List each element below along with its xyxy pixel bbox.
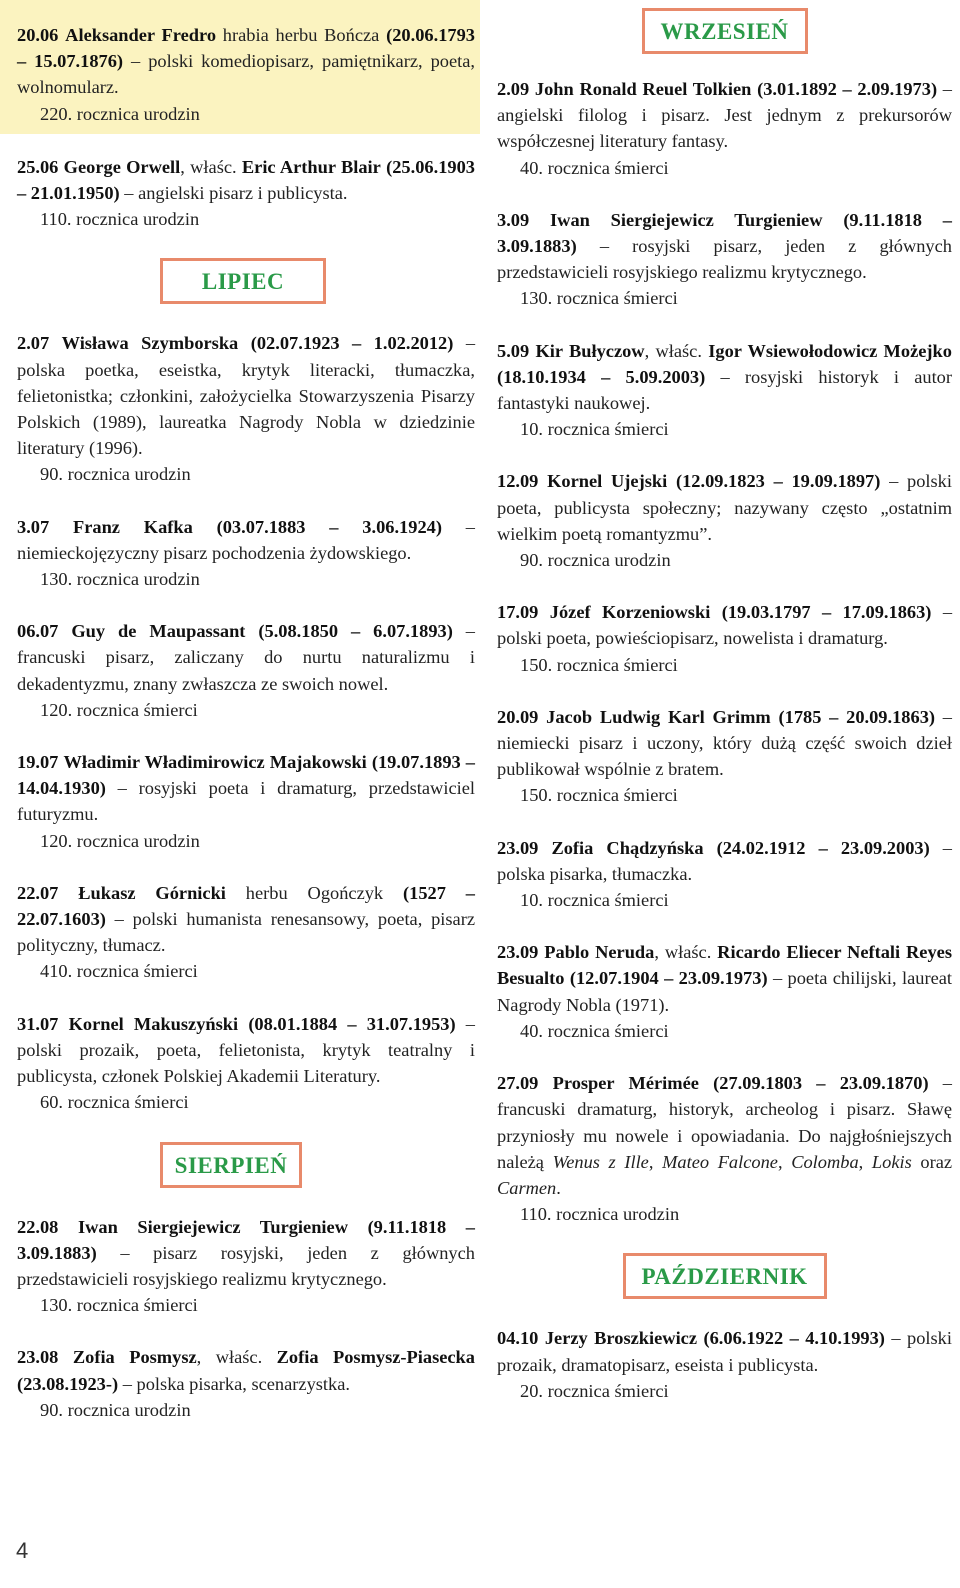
entry-name: John Ronald Reuel Tolkien	[534, 79, 752, 99]
entry-rest: , właśc.	[644, 340, 709, 361]
entry-date: 23.08	[17, 1347, 59, 1368]
left-column	[0, 0, 480, 1449]
entry-anniversary: 20. rocznica śmierci	[520, 1380, 669, 1401]
entry-name: Łukasz Górnicki	[78, 882, 226, 903]
entry-dates: (19.03.1797 – 17.09.1863)	[721, 602, 932, 623]
entry-date: 12.09	[497, 471, 539, 492]
entry-desc: – polski humanista renesansowy, poeta, pisarz polityczny, tłumacz.	[17, 909, 475, 956]
entry-date: 27.09	[497, 1073, 539, 1094]
entry-desc: – poeta chilijski, laureat Nagrody Nobla (1971).	[497, 968, 953, 1015]
entry-date: 06.07	[17, 621, 59, 642]
entry-anniversary: 40. rocznica śmierci	[520, 157, 669, 178]
separator: .	[556, 1177, 561, 1198]
entry-name: Iwan Siergiejewicz Turgieniew	[77, 1216, 348, 1237]
separator: ,	[777, 1151, 792, 1172]
entry-name: Guy de Maupassant	[71, 621, 246, 642]
entry-dates: (9.11.1818 – 3.09.1883)	[17, 1216, 475, 1263]
entry-desc: – niemieckojęzyczny pisarz pochodzenia żydowskiego.	[17, 516, 475, 563]
entry-anniversary: 110. rocznica urodzin	[520, 1204, 680, 1225]
entry-dates: (1527 – 22.07.1603)	[17, 882, 475, 930]
entry-date: 17.09	[497, 602, 539, 623]
separator: ,	[648, 1151, 663, 1172]
entry-anniversary: 10. rocznica śmierci	[520, 419, 669, 440]
entry-name: Franz Kafka	[72, 516, 193, 537]
entry-desc: – polska pisarka, tłumaczka.	[497, 837, 952, 884]
entry-date: 2.07	[17, 333, 50, 354]
entry-name: Jacob Ludwig Karl Grimm	[546, 706, 771, 727]
entry-desc: – niemiecki pisarz i uczony, który dużą część swoich dzieł publikował wspólnie z bratem.	[497, 706, 952, 780]
entry-anniversary: 40. rocznica śmierci	[520, 1020, 669, 1041]
entry-desc: – pisarz rosyjski, jeden z głównych przedstawicieli rosyjskiego realizmu krytycznego.	[17, 1242, 475, 1289]
month-header-august: SIERPIEŃ	[160, 1142, 302, 1188]
work-title: Colomba	[791, 1151, 859, 1172]
entry-dates: (24.02.1912 – 23.09.2003)	[716, 837, 930, 858]
entry-name: Aleksander Fredro	[65, 25, 217, 45]
entry-desc: – polski komediopisarz, pamiętnikarz, poeta, wolnomularz.	[17, 51, 475, 98]
entry-broszkiewicz	[497, 1325, 952, 1404]
entry-kafka	[0, 514, 480, 593]
entry-rest: hrabia herbu Bończa	[216, 25, 380, 45]
entry-name: Iwan Siergiejewicz Turgieniew	[550, 209, 823, 230]
entry-desc: – francuski pisarz, zaliczany do nurtu naturalizmu i dekadentyzmu, znany zwłaszcza ze swoich nowel.	[17, 621, 475, 694]
entry-desc: – polski poeta, powieściopisarz, nowelista i dramaturg.	[497, 602, 953, 649]
entry-name: Zofia Posmysz	[72, 1347, 197, 1368]
entry-rest: , właśc.	[196, 1347, 277, 1368]
entry-anniversary: 120. rocznica śmierci	[40, 699, 198, 720]
entry-name-real: Igor Wsiewołodowicz Możejko	[708, 340, 952, 361]
entry-date: 22.07	[17, 882, 59, 903]
entry-dates: (9.11.1818 – 3.09.1883)	[497, 209, 952, 257]
entry-date: 19.07	[17, 752, 59, 773]
entry-name: Prosper Mérimée	[552, 1073, 699, 1094]
entry-neruda	[497, 939, 952, 1044]
entry-grimm	[497, 704, 952, 809]
work-title: Mateo Falcone	[662, 1151, 778, 1172]
entry-name: Wisława Szymborska	[61, 333, 239, 354]
entry-dates: (25.06.1903 – 21.01.1950)	[17, 156, 475, 204]
entry-desc: – angielski pisarz i publicysta.	[119, 183, 348, 204]
entry-desc: – rosyjski pisarz, jeden z głównych przedstawicieli rosyjskiego realizmu krytycznego.	[497, 236, 952, 283]
entry-majakowski	[0, 749, 480, 854]
entry-dates: (08.01.1884 – 31.07.1953)	[248, 1013, 456, 1034]
entry-date: 3.07	[17, 516, 50, 537]
entry-date: 2.09	[497, 79, 530, 99]
entry-name-real: Ricardo Eliecer Neftali Reyes Besualto	[497, 942, 952, 989]
entry-anniversary: 110. rocznica urodzin	[40, 209, 200, 230]
entry-dates: (6.06.1922 – 4.10.1993)	[703, 1328, 885, 1349]
entry-date: 5.09	[497, 340, 530, 361]
entry-dates: (19.07.1893 – 14.04.1930)	[17, 752, 475, 799]
entry-dates: (5.08.1850 – 6.07.1893)	[258, 621, 453, 642]
entry-szymborska	[0, 330, 480, 487]
entry-date: 25.06	[17, 156, 59, 177]
entry-name: Kir Bułyczow	[535, 340, 645, 361]
entry-desc: – polski poeta, publicysta społeczny; nazywany często „ostatnim wielkim poetą romantyzmu”.	[497, 471, 952, 544]
entry-name: Władimir Władimirowicz Majakowski	[63, 752, 367, 773]
entry-turgieniew-sep	[497, 207, 952, 312]
entry-date: 20.09	[497, 706, 539, 727]
month-header-september: WRZESIEŃ	[642, 8, 808, 54]
entry-date: 31.07	[17, 1013, 59, 1034]
entry-anniversary: 90. rocznica urodzin	[40, 464, 191, 485]
entry-desc: – angielski filolog i pisarz. Jest jednym z prekursorów współczesnej literatury fantasy.	[497, 79, 952, 152]
entry-makuszynski	[0, 1011, 480, 1116]
entry-gornicki	[0, 880, 480, 985]
entry-anniversary: 10. rocznica śmierci	[520, 890, 669, 911]
entry-name: Kornel Ujejski	[547, 471, 668, 492]
entry-anniversary: 90. rocznica urodzin	[40, 1399, 191, 1420]
entry-dates: (12.07.1904 – 23.09.1973)	[569, 968, 768, 989]
entry-desc: – polska pisarka, scenarzystka.	[118, 1373, 350, 1394]
entry-desc: – polski prozaik, poeta, felietonista, krytyk teatralny i publicysta, członek Polskiej Akademii Literatury.	[17, 1013, 475, 1087]
month-header-july: LIPIEC	[160, 258, 326, 304]
entry-anniversary: 220. rocznica urodzin	[40, 103, 200, 124]
entry-anniversary: 150. rocznica śmierci	[520, 654, 678, 675]
work-title: Wenus z Ille	[552, 1151, 649, 1172]
entry-name-real: Eric Arthur Blair	[241, 156, 381, 177]
entry-maupassant	[0, 618, 480, 723]
work-title: Lokis	[871, 1151, 912, 1172]
entry-name: Kornel Makuszyński	[68, 1013, 239, 1034]
entry-anniversary: 130. rocznica śmierci	[520, 288, 678, 309]
entry-date: 22.08	[17, 1216, 59, 1237]
entry-rest: , właśc.	[180, 156, 242, 177]
entry-anniversary: 130. rocznica urodzin	[40, 569, 200, 590]
entry-turgieniew-aug	[0, 1214, 480, 1319]
entry-name: Józef Korzeniowski	[549, 602, 711, 623]
entry-name: Zofia Chądzyńska	[551, 837, 704, 858]
entry-dates: (20.06.1793 – 15.07.1876)	[17, 25, 475, 72]
entry-desc: – polska poetka, eseistka, krytyk literacki, tłumaczka, felietonistka; członkini, założycielka Stowarzyszenia Pisarzy Polskich (1989), laureatka Nagrody Nobla w dziedzinie literatury (1996).	[17, 333, 476, 459]
entry-anniversary: 410. rocznica śmierci	[40, 961, 198, 982]
right-column	[497, 0, 952, 1430]
entry-fredro	[0, 0, 480, 134]
entry-name: George Orwell	[63, 156, 181, 177]
entry-bulyczow	[497, 338, 952, 443]
entry-anniversary: 130. rocznica śmierci	[40, 1295, 198, 1316]
entry-merimee	[497, 1070, 952, 1227]
work-title: Carmen	[497, 1177, 557, 1198]
entry-chadzynska	[497, 835, 952, 914]
entry-dates: (3.01.1892 – 2.09.1973)	[757, 79, 938, 99]
entry-date: 23.09	[497, 837, 539, 858]
entry-name: Pablo Neruda	[544, 942, 655, 963]
entry-rest: herbu Ogończyk	[225, 882, 404, 903]
entry-dates: (12.09.1823 – 19.09.1897)	[675, 471, 881, 492]
month-header-october: PAŹDZIERNIK	[623, 1253, 827, 1299]
separator: oraz	[911, 1151, 953, 1172]
entry-posmysz	[0, 1344, 480, 1423]
entry-name: Jerzy Broszkiewicz	[544, 1328, 697, 1349]
entry-date: 3.09	[497, 209, 530, 230]
entry-dates: (03.07.1883 – 3.06.1924)	[216, 516, 442, 537]
entry-anniversary: 120. rocznica urodzin	[40, 830, 200, 851]
entry-dates: (18.10.1934 – 5.09.2003)	[497, 366, 706, 387]
entry-dates: (1785 – 20.09.1863)	[778, 706, 936, 727]
entry-dates: (02.07.1923 – 1.02.2012)	[250, 333, 454, 354]
entry-date: 20.06	[17, 25, 59, 45]
entry-tolkien	[497, 76, 952, 181]
entry-ujejski	[497, 468, 952, 573]
entry-korzeniowski	[497, 599, 952, 678]
entry-orwell	[0, 154, 480, 233]
entry-dates: (27.09.1803 – 23.09.1870)	[713, 1073, 929, 1094]
entry-dates: (23.08.1923-)	[17, 1373, 119, 1394]
entry-name-real: Zofia Posmysz-Piasecka	[276, 1347, 475, 1368]
entry-desc: – rosyjski poeta i dramaturg, przedstawiciel futuryzmu.	[17, 778, 475, 825]
entry-date: 04.10	[497, 1328, 539, 1349]
entry-anniversary: 90. rocznica urodzin	[520, 550, 671, 571]
entry-anniversary: 60. rocznica śmierci	[40, 1092, 189, 1113]
entry-desc: – rosyjski historyk i autor fantastyki naukowej.	[497, 366, 952, 414]
entry-desc: – polski prozaik, dramatopisarz, eseista i publicysta.	[497, 1328, 952, 1375]
entry-rest: , właśc.	[654, 942, 718, 963]
separator: ,	[858, 1151, 872, 1172]
entry-desc: – francuski dramaturg, historyk, archeolog i pisarz. Sławę przyniosły mu nowele i opowiadania. Do najgłośniejszych należą	[497, 1073, 952, 1172]
entry-date: 23.09	[497, 942, 539, 963]
entry-anniversary: 150. rocznica śmierci	[520, 785, 678, 806]
page-number: 4	[16, 1538, 29, 1563]
